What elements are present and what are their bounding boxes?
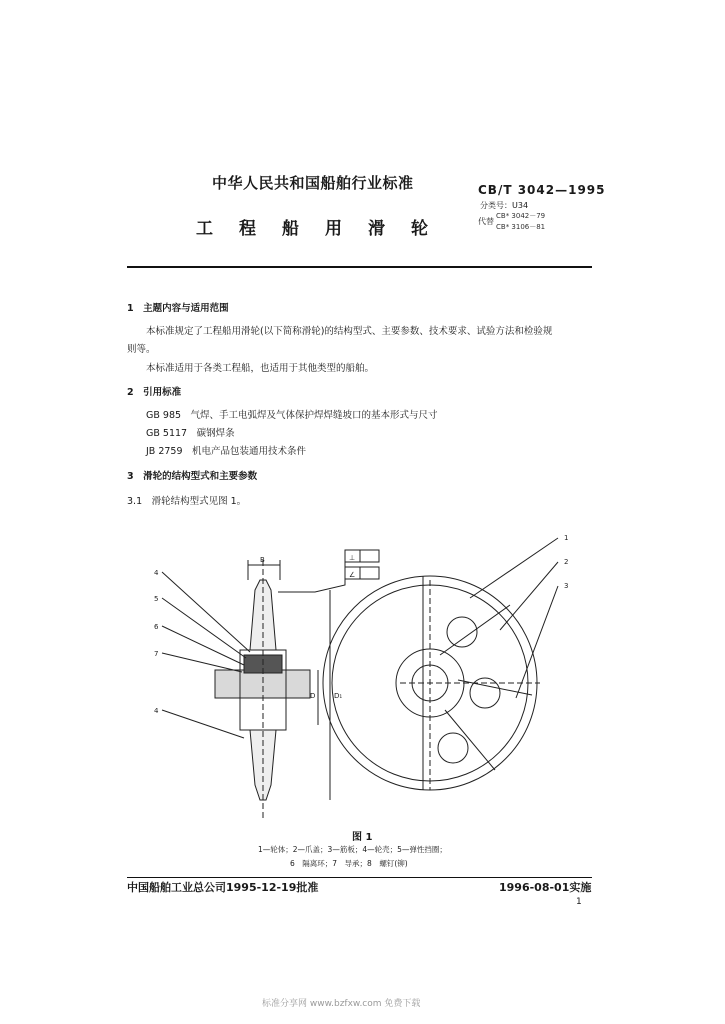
section-1-paragraph-2: 本标准适用于各类工程船，也适用于其他类型的船舶。 — [146, 363, 375, 374]
tolerance-symbol: ⊥ — [349, 554, 356, 562]
replaced-standard: CB* 3106－81 — [496, 223, 546, 231]
approval-date: 中国船舶工业总公司1995-12-19批准 — [127, 881, 319, 894]
callout-7: 7 — [154, 650, 159, 658]
axle-section — [215, 670, 310, 698]
tolerance-symbol: ∠ — [349, 571, 356, 579]
page-number: 1 — [576, 897, 582, 907]
watermark: 标准分享网 www.bzfxw.com 免费下载 — [262, 999, 421, 1009]
classification-number: 分类号：U34 — [480, 201, 529, 210]
callout-5: 5 — [154, 595, 159, 603]
figure-caption: 图 1 — [352, 832, 373, 843]
implementation-date: 1996-08-01实施 — [499, 881, 592, 894]
footer-divider — [127, 877, 592, 878]
section-2-heading: 2 引用标准 — [127, 387, 182, 398]
callout-4: 4 — [154, 569, 159, 577]
standard-code: CB/T 3042—1995 — [478, 183, 606, 197]
replaced-standard: CB* 3042－79 — [496, 212, 546, 220]
figure-legend: 1—轮体；2—爪盖；3—筋板；4—轮壳；5—弹性挡圈； — [258, 845, 447, 854]
header-divider — [127, 266, 592, 268]
section-3-1-text: 3.1 滑轮结构型式见图 1。 — [127, 496, 247, 507]
replaces-label: 代替 — [478, 217, 494, 226]
reference-item: GB 985 气焊、手工电弧焊及气体保护焊焊缝坡口的基本形式与尺寸 — [146, 410, 438, 421]
callout-2: 2 — [564, 558, 569, 566]
figure-legend: 6 隔离环；7 导承；8 螺钉(铆) — [290, 859, 408, 868]
pulley-drawing — [140, 520, 580, 825]
callout-6: 6 — [154, 623, 159, 631]
dimension-d1: D₁ — [334, 692, 343, 700]
dimension-b: B — [260, 556, 265, 564]
section-3-heading: 3 滑轮的结构型式和主要参数 — [127, 471, 258, 482]
reference-item: JB 2759 机电产品包装通用技术条件 — [146, 446, 307, 457]
section-1-heading: 1 主题内容与适用范围 — [127, 303, 229, 314]
callout-1: 1 — [564, 534, 569, 542]
reference-item: GB 5117 碳钢焊条 — [146, 428, 235, 439]
lightening-hole — [438, 733, 468, 763]
document-title: 工程船用滑轮 — [196, 219, 454, 239]
issuing-authority: 中华人民共和国船舶行业标准 — [212, 174, 414, 192]
callout-3: 3 — [564, 582, 569, 590]
section-1-paragraph-cont: 则等。 — [127, 344, 156, 355]
section-1-paragraph: 本标准规定了工程船用滑轮(以下简称滑轮)的结构型式、主要参数、技术要求、试验方法和检验规 — [146, 326, 553, 337]
callout-8: 4 — [154, 707, 159, 715]
dimension-d: D — [310, 692, 316, 700]
